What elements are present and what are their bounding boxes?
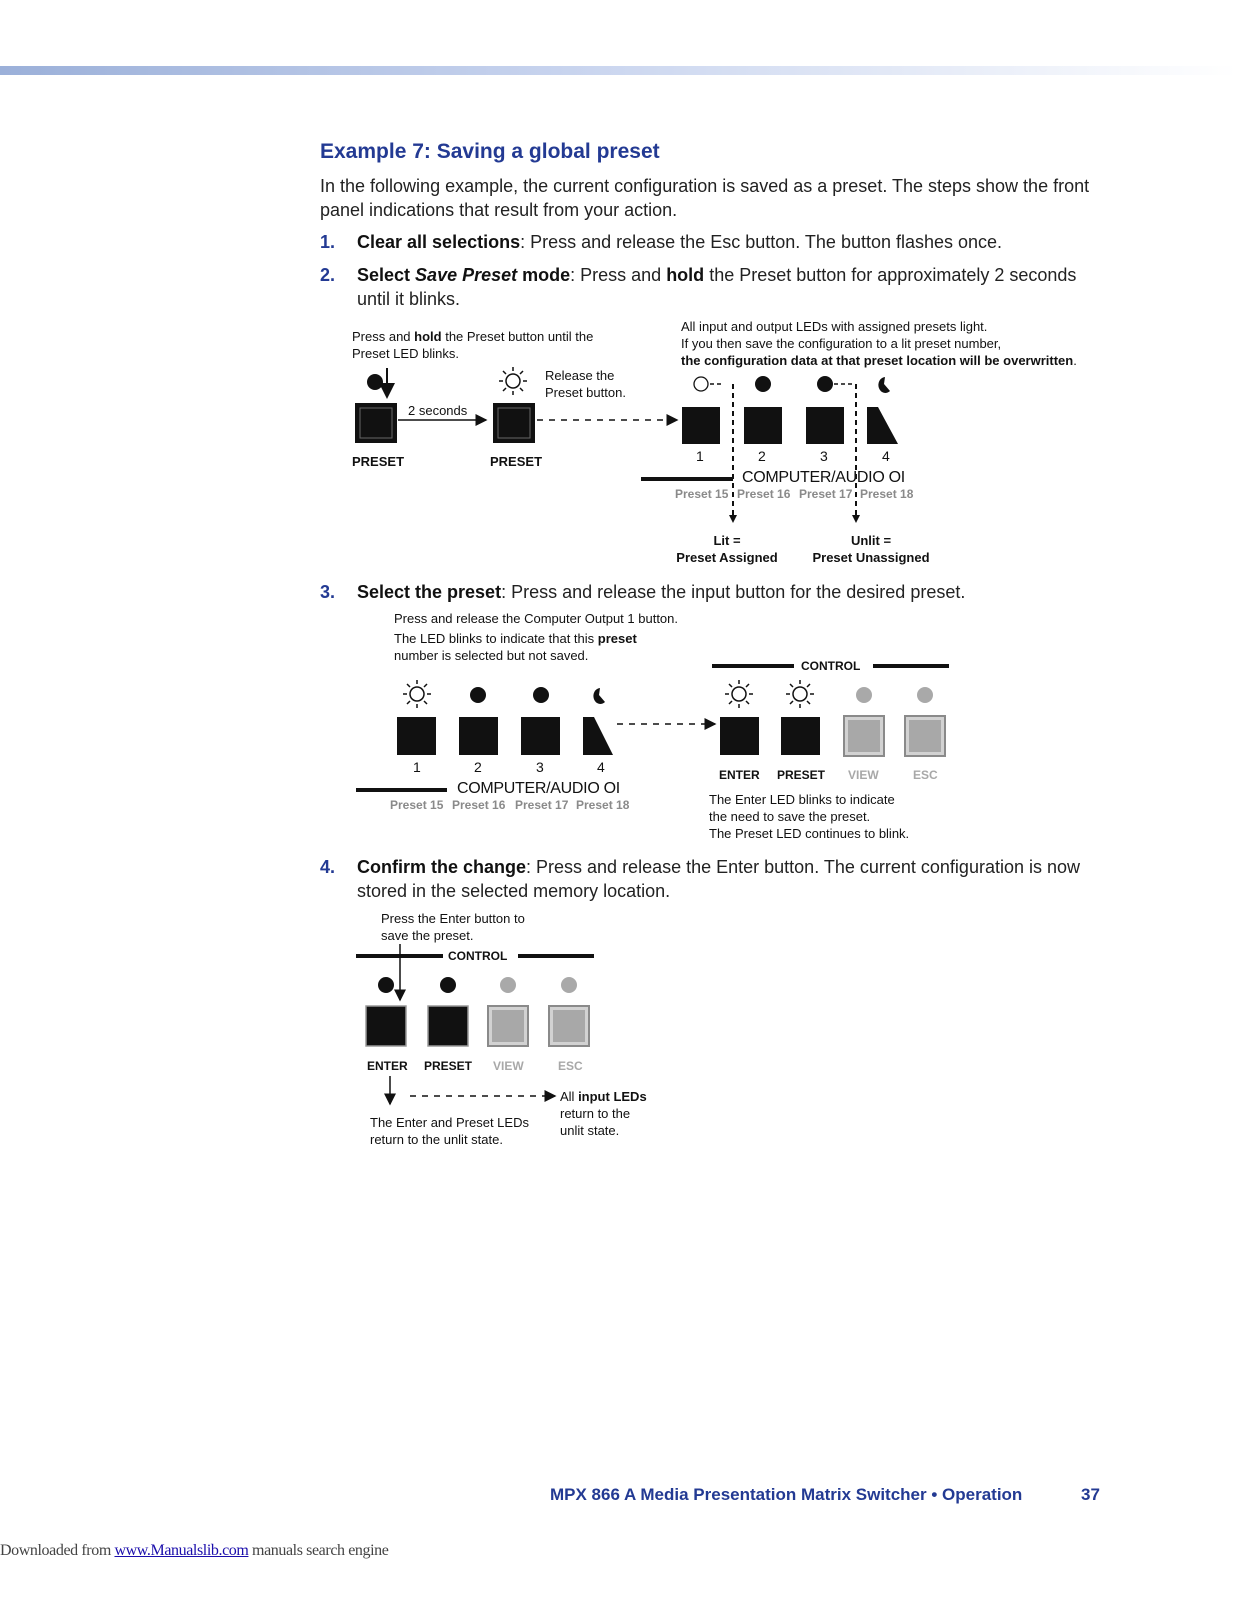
manualslib-link[interactable]: www.Manualslib.com xyxy=(114,1542,249,1559)
fig3-control-buttons xyxy=(356,944,594,1104)
fig1-preset-blink xyxy=(494,367,677,442)
unlit-legend: Unlit = Preset Unassigned xyxy=(812,533,930,565)
output-number: 4 xyxy=(882,448,890,464)
preset-number: Preset 15 xyxy=(675,487,729,501)
enter-button xyxy=(720,717,759,755)
esc-button-label: ESC xyxy=(913,768,938,782)
preset-button xyxy=(494,404,534,442)
preset-number: Preset 18 xyxy=(576,798,630,812)
footer-title: MPX 866 A Media Presentation Matrix Switcher • Operation xyxy=(550,1485,1023,1504)
intro-paragraph: In the following example, the current configuration is saved as a preset. The steps show the front panel indications that result from your action. xyxy=(320,176,1090,220)
preset-button xyxy=(428,1006,468,1046)
preset-number: Preset 17 xyxy=(515,798,569,812)
led-grey xyxy=(500,977,516,993)
output-number: 3 xyxy=(820,448,828,464)
fig3-return-note: The Enter and Preset LEDs return to the unlit state. xyxy=(370,1115,529,1147)
led-lit xyxy=(533,687,549,703)
blinking-led-icon xyxy=(786,680,814,708)
led-lit xyxy=(440,977,456,993)
step-text: : Press and release the input button for the desired preset. xyxy=(501,582,966,602)
step-text-bold: hold xyxy=(666,265,705,285)
output-number: 1 xyxy=(413,759,421,775)
fig2-blink-note: The LED blinks to indicate that this preset number is selected but not saved. xyxy=(394,631,637,663)
output-button-4 xyxy=(867,407,898,444)
led-lit xyxy=(755,376,771,392)
led-grey xyxy=(917,687,933,703)
fig2-control-buttons xyxy=(712,666,949,756)
fig1-output-buttons xyxy=(641,376,898,523)
enter-button-label: ENTER xyxy=(367,1059,408,1073)
section-heading: Example 7: Saving a global preset xyxy=(320,140,660,163)
output-number: 4 xyxy=(597,759,605,775)
output-group-label: COMPUTER/AUDIO OI xyxy=(742,469,905,486)
fig2-enter-note: The Enter LED blinks to indicate the need to save the preset. The Preset LED continues to blink. xyxy=(709,792,910,841)
output-number: 2 xyxy=(758,448,766,464)
output-button-2 xyxy=(459,717,498,755)
fig1-hold-note: Press and hold the Preset button until the Preset LED blinks. xyxy=(352,329,594,361)
led-grey xyxy=(856,687,872,703)
led-grey xyxy=(561,977,577,993)
output-button-1 xyxy=(682,407,720,444)
esc-button-label: ESC xyxy=(558,1059,583,1073)
step-title: Confirm the change xyxy=(357,857,527,877)
enter-button xyxy=(366,1006,406,1046)
blinking-led-icon xyxy=(403,680,431,708)
output-button-3 xyxy=(521,717,560,755)
led-lit xyxy=(378,977,394,993)
preset-number: Preset 16 xyxy=(452,798,506,812)
output-button-2 xyxy=(744,407,782,444)
output-group-label: COMPUTER/AUDIO OI xyxy=(457,780,620,797)
step-number: 3. xyxy=(320,582,336,602)
fig1-seconds-label: 2 seconds xyxy=(408,403,468,418)
led-unlit xyxy=(694,377,708,391)
page-number: 37 xyxy=(1081,1485,1100,1504)
blinking-led-icon xyxy=(725,680,753,708)
blinking-led-icon xyxy=(499,367,527,395)
output-number: 2 xyxy=(474,759,482,775)
step-number: 1. xyxy=(320,232,336,252)
led-lit-cut xyxy=(593,688,605,704)
preset-button-label: PRESET xyxy=(424,1059,473,1073)
preset-number: Preset 16 xyxy=(737,487,791,501)
fig1-led-note: All input and output LEDs with assigned presets light. If you then save the configuration to a lit preset number, the configuration data at that preset location will be overwritten. xyxy=(681,319,1077,368)
preset-button xyxy=(356,404,396,442)
control-group-label: CONTROL xyxy=(801,659,861,673)
step-number: 4. xyxy=(320,857,336,877)
fig3-enter-note: Press the Enter button to save the preset. xyxy=(381,911,525,943)
output-button-3 xyxy=(806,407,844,444)
step-text: the Preset button for approximately 2 seconds until it blinks. xyxy=(357,265,1077,309)
fig1-release-note: Release the Preset button. xyxy=(545,368,626,400)
preset-button-label: PRESET xyxy=(777,768,826,782)
fig2-output-buttons xyxy=(356,680,715,790)
preset-number: Preset 17 xyxy=(799,487,853,501)
preset-button-label: PRESET xyxy=(352,454,405,469)
fig1-preset-hold xyxy=(356,368,486,442)
fig3-input-note: All input LEDs return to the unlit state. xyxy=(560,1089,647,1138)
lit-legend: Lit = Preset Assigned xyxy=(676,533,778,565)
enter-button-label: ENTER xyxy=(719,768,760,782)
output-number: 3 xyxy=(536,759,544,775)
preset-button-label: PRESET xyxy=(490,454,543,469)
step-text: : Press and release the Esc button. The button flashes once. xyxy=(520,232,1003,252)
preset-number: Preset 15 xyxy=(390,798,444,812)
led-lit xyxy=(367,374,383,390)
step-number: 2. xyxy=(320,265,336,285)
preset-button xyxy=(781,717,820,755)
led-lit xyxy=(470,687,486,703)
control-group-label: CONTROL xyxy=(448,949,508,963)
output-button-4 xyxy=(583,717,613,755)
download-credit: Downloaded from www.Manualslib.com manuals search engine xyxy=(0,1542,389,1559)
fig2-press-note: Press and release the Computer Output 1 button. xyxy=(394,611,679,626)
output-button-1 xyxy=(397,717,436,755)
step-title: Select Save Preset mode xyxy=(357,265,571,285)
led-lit-cut xyxy=(878,377,890,393)
preset-number: Preset 18 xyxy=(860,487,914,501)
output-number: 1 xyxy=(696,448,704,464)
step-text: : Press and release the Enter button. The current configuration is now stored in the selected memory location. xyxy=(357,857,1080,901)
view-button-label: VIEW xyxy=(493,1059,524,1073)
step-title: Clear all selections xyxy=(357,232,521,252)
led-lit xyxy=(817,376,833,392)
view-button-label: VIEW xyxy=(848,768,879,782)
step-title: Select the preset xyxy=(357,582,502,602)
step-text: : Press and xyxy=(570,265,667,285)
